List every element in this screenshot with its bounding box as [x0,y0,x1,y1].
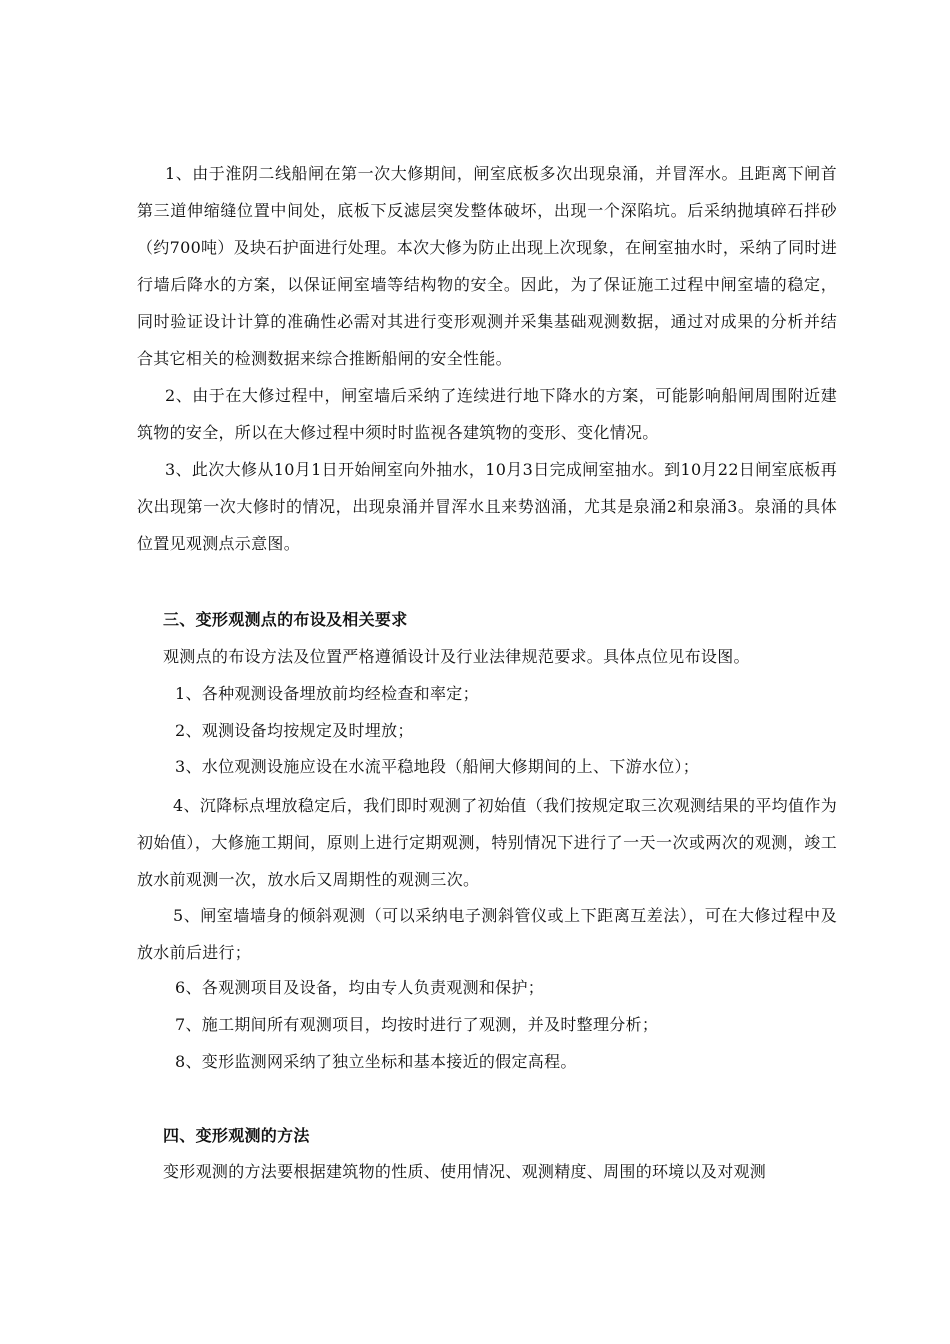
list-item-4: 4、沉降标点埋放稳定后，我们即时观测了初始值（我们按规定取三次观测结果的平均值作为初始值），大修施工期间，原则上进行定期观测，特别情况下进行了一天一次或两次的观测，竣工放水前观测一次，放水后又周期性的观测三次。 [137,796,837,889]
list-item-7: 7、施工期间所有观测项目，均按时进行了观测，并及时整理分析； [175,1015,659,1034]
list-item-8: 8、变形监测网采纳了独立坐标和基本接近的假定高程。 [175,1052,577,1071]
section-3-intro: 观测点的布设方法及位置严格遵循设计及行业法律规范要求。具体点位见布设图。 [163,647,750,666]
paragraph-2: 2、由于在大修过程中，闸室墙后采纳了连续进行地下降水的方案，可能影响船闸周围附近建筑物的安全，所以在大修过程中须时时监视各建筑物的变形、变化情况。 [137,386,837,442]
list-item-1: 1、各种观测设备埋放前均经检查和率定； [175,684,479,703]
list-item-5: 5、闸室墙墙身的倾斜观测（可以采纳电子测斜管仪或上下距离互差法），可在大修过程中及放水前后进行； [137,906,837,962]
paragraph-3: 3、此次大修从10月1日开始闸室向外抽水，10月3日完成闸室抽水。到10月22日闸室底板再次出现第一次大修时的情况，出现泉涌并冒浑水且来势汹涌，尤其是泉涌2和泉涌3。泉涌的具体位置见观测点示意图。 [137,460,837,553]
paragraph-1: 1、由于淮阴二线船闸在第一次大修期间，闸室底板多次出现泉涌，并冒浑水。且距离下闸首第三道伸缩缝位置中间处，底板下反滤层突发整体破坏，出现一个深陷坑。后采纳抛填碎石拌砂（约700吨）及块石护面进行处理。本次大修为防止出现上次现象，在闸室抽水时，采纳了同时进行墙后降水的方案，以保证闸室墙等结构物的安全。因此，为了保证施工过程中闸室墙的稳定，同时验证设计计算的准确性必需对其进行变形观测并采集基础观测数据，通过对成果的分析并结合其它相关的检测数据来综合推断船闸的安全性能。 [137,164,837,368]
section-4-intro: 变形观测的方法要根据建筑物的性质、使用情况、观测精度、周围的环境以及对观测 [163,1162,767,1181]
section-3-heading: 三、变形观测点的布设及相关要求 [163,610,408,629]
list-item-2: 2、观测设备均按规定及时埋放； [175,721,414,740]
list-item-6: 6、各观测项目及设备，均由专人负责观测和保护； [175,978,545,997]
section-4-heading: 四、变形观测的方法 [163,1126,310,1145]
list-item-3: 3、水位观测设施应设在水流平稳地段（船闸大修期间的上、下游水位）； [175,757,700,776]
